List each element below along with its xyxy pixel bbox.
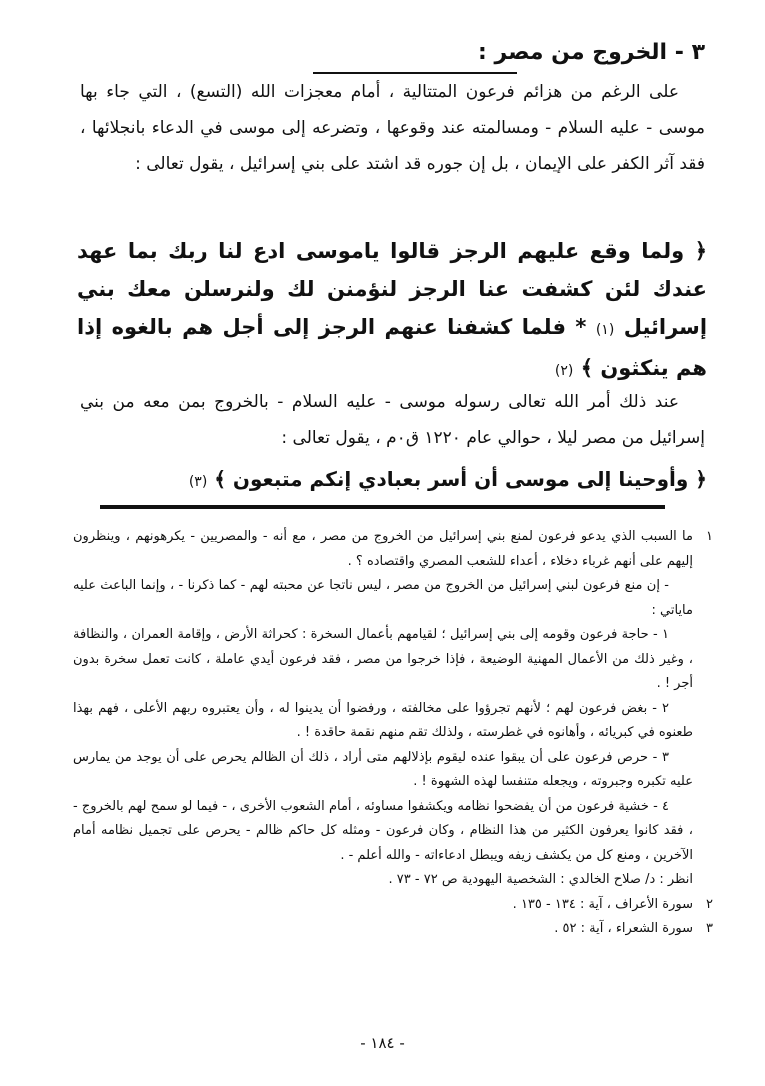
- verse-2-text: ﴿ وأوحينا إلى موسى أن أسر بعبادي إنكم متبعون ﴾: [214, 467, 707, 491]
- footnote-2-text: سورة الأعراف ، آية : ١٣٤ - ١٣٥ .: [512, 896, 693, 912]
- footnote-3-text: سورة الشعراء ، آية : ٥٢ .: [554, 921, 693, 936]
- footnote-refs: [73, 893, 713, 942]
- verse-1-ref-a: (١): [595, 322, 615, 338]
- footnote-1-point: ١ - حاجة فرعون وقومه إلى بني إسرائيل ؛ لقيامهم بأعمال السخرة : كحراثة الأرض ، وإقامة العمران ، والنظافة ، وغير ذلك من الأعمال المهنية الوضيعة ، فإذا خرجوا من مصر ، فقد فرعون أيدي عاملة ، كانت تعمل سخرة بدون أجر ! .: [73, 627, 693, 691]
- section-heading: ٣ - الخروج من مصر :: [478, 40, 705, 65]
- footnote-1-point: ٣ - حرص فرعون على أن يبقوا عنده ليقوم بإذلالهم متى أراد ، ذلك أن الظالم يحرص على أن يوجد من يمارس عليه تكبره وجبروته ، ويجعله متنفسا لهذه الشهوة ! .: [73, 749, 693, 789]
- footnote-1-source: انظر : د/ صلاح الخالدي : الشخصية اليهودية ص ٧٢ - ٧٣ .: [388, 872, 693, 887]
- footnote-3: [73, 917, 713, 942]
- footnote-3-number: ٣: [706, 921, 713, 936]
- footnote-2: [73, 893, 713, 918]
- footnote-1: [73, 525, 713, 893]
- exodus-section: [80, 384, 705, 456]
- footnote-1-number: ١: [706, 529, 713, 544]
- footnote-divider: [100, 505, 665, 509]
- quran-verse-1: [77, 232, 707, 390]
- verse-1-text-a: ﴿ ولما وقع عليهم الرجز قالوا ياموسى ادع لنا ربك بما عهد عندك لئن كشفت عنا الرجز لنؤمنن لك ولنرسلن معك بني إسرائيل: [77, 239, 708, 339]
- quran-verse-2: [77, 460, 707, 501]
- verse-1-text-b: * فلما كشفنا عنهم الرجز إلى أجل هم بالغوه إذا هم ينكثون ﴾: [77, 315, 707, 380]
- footnote-1-question: ما السبب الذي يدعو فرعون لمنع بني إسرائيل من الخروج من مصر ، مع أنه - والمصريين - يكرهونهم ، وينظرون إليهم على أنهم غرباء دخلاء ، أعداء للشعب المصري واقتصاده ؟ .: [73, 529, 693, 569]
- verse-2-ref: (٣): [188, 474, 208, 490]
- page-number: - ١٨٤ -: [360, 1034, 405, 1052]
- footnotes: [73, 525, 713, 942]
- footnote-1-point: ٢ - بغض فرعون لهم ؛ لأنهم تجرؤوا على مخالفته ، ورفضوا أن يدينوا له ، وأن يعتبروه ربهم الأعلى ، فهم بهذا طعنوه في كبريائه ، وأهانوه في غطرسته ، ولذلك تقم منهم نقمة حاقدة ! .: [73, 700, 693, 740]
- footnote-1-answer: - إن منع فرعون لبني إسرائيل من الخروج من مصر ، ليس ناتجا عن محبته لهم - كما ذكرنا - ، وإنما الباعث عليه ماياتي :: [73, 578, 693, 618]
- footnote-2-number: ٢: [706, 896, 713, 912]
- exodus-paragraph: عند ذلك أمر الله تعالى رسوله موسى - عليه السلام - بالخروج بمن معه من بني إسرائيل من مصر ليلا ، حوالي عام ١٢٢٠ ق٠م ، يقول تعالى :: [80, 392, 705, 448]
- intro-paragraph: على الرغم من هزائم فرعون المتتالية ، أمام معجزات الله (التسع) ، التي جاء بها موسى - عليه السلام - ومسالمته عند وقوعها ، وتضرعه إلى موسى في الدعاء بانجلائها ، فقد آثر الكفر على الإيمان ، بل إن جوره قد اشتد على بني إسرائيل ، يقول تعالى :: [80, 82, 705, 174]
- footnote-1-point: ٤ - خشية فرعون من أن يفضحوا نظامه ويكشفوا مساوئه ، أمام الشعوب الأخرى ، - فيما لو سمح لهم بالخروج - ، فقد كانوا يعرفون الكثير من هذا النظام ، وكان فرعون - ومثله كل حاكم ظالم - يحرص على تجميل نظامه أمام الآخرين ، ومنع كل من يكشف زيفه ويبطل ادعاءاته - والله أعلم - .: [73, 798, 693, 863]
- intro-section: [80, 74, 705, 182]
- verse-1-ref-b: (٢): [554, 363, 574, 379]
